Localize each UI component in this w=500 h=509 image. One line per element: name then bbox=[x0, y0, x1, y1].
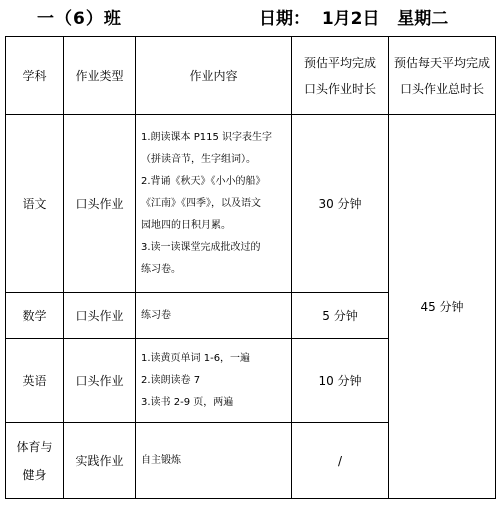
duration-cell: 5 分钟 bbox=[292, 293, 389, 339]
content-line: 《江南》《四季》，以及语文 bbox=[141, 197, 261, 209]
column-header-avg-duration bbox=[292, 37, 389, 115]
class-name: 一（6）班 bbox=[37, 9, 122, 29]
subject-line: 体育与 bbox=[16, 439, 53, 454]
subject-cell: 语文 bbox=[6, 115, 64, 293]
subject-line: 健身 bbox=[22, 467, 47, 482]
content-line: 3.读一读课堂完成批改过的 bbox=[141, 241, 261, 253]
content-cell bbox=[136, 423, 292, 499]
subject-cell: 数学 bbox=[6, 293, 64, 339]
content-line: （拼读音节，生字组词）。 bbox=[141, 153, 256, 165]
type-cell: 口头作业 bbox=[64, 293, 136, 339]
content-cell bbox=[136, 339, 292, 423]
content-line: 自主锻炼 bbox=[141, 454, 181, 466]
content-line: 3.读书 2-9 页，两遍 bbox=[141, 396, 234, 408]
total-time-cell: 45 分钟 bbox=[389, 115, 496, 499]
column-header-avg-duration-line1: 预估平均完成 bbox=[303, 55, 376, 70]
content-line: 1.读黄页单词 1-6，一遍 bbox=[141, 352, 251, 364]
date-line: 日期： 1月2日 星期二 bbox=[259, 9, 449, 29]
column-header-daily-total-line1: 预估每天平均完成 bbox=[393, 55, 490, 70]
type-cell: 实践作业 bbox=[64, 423, 136, 499]
column-header-daily-total bbox=[389, 37, 496, 115]
duration-cell: 30 分钟 bbox=[292, 115, 389, 293]
homework-table bbox=[5, 36, 496, 499]
column-header-content: 作业内容 bbox=[136, 37, 292, 115]
table-row bbox=[6, 115, 496, 293]
content-line: 园地四的日积月累。 bbox=[141, 219, 231, 231]
table-header-row bbox=[6, 37, 496, 115]
column-header-daily-total-line2: 口头作业总时长 bbox=[399, 81, 484, 96]
type-cell: 口头作业 bbox=[64, 339, 136, 423]
content-line: 2.背诵《秋天》《小小的船》 bbox=[141, 175, 266, 187]
duration-cell: 10 分钟 bbox=[292, 339, 389, 423]
column-header-subject: 学科 bbox=[6, 37, 64, 115]
duration-cell: / bbox=[292, 423, 389, 499]
content-line: 1.朗读课本 P115 识字表生字 bbox=[141, 131, 273, 143]
subject-cell bbox=[6, 423, 64, 499]
content-line: 练习卷。 bbox=[141, 263, 181, 275]
page-header bbox=[0, 0, 500, 34]
content-cell bbox=[136, 115, 292, 293]
type-cell: 口头作业 bbox=[64, 115, 136, 293]
subject-cell: 英语 bbox=[6, 339, 64, 423]
column-header-type: 作业类型 bbox=[64, 37, 136, 115]
column-header-avg-duration-line2: 口头作业时长 bbox=[303, 81, 376, 96]
content-cell bbox=[136, 293, 292, 339]
content-line: 2.读朗读卷 7 bbox=[141, 374, 201, 386]
content-line: 练习卷 bbox=[141, 309, 171, 321]
